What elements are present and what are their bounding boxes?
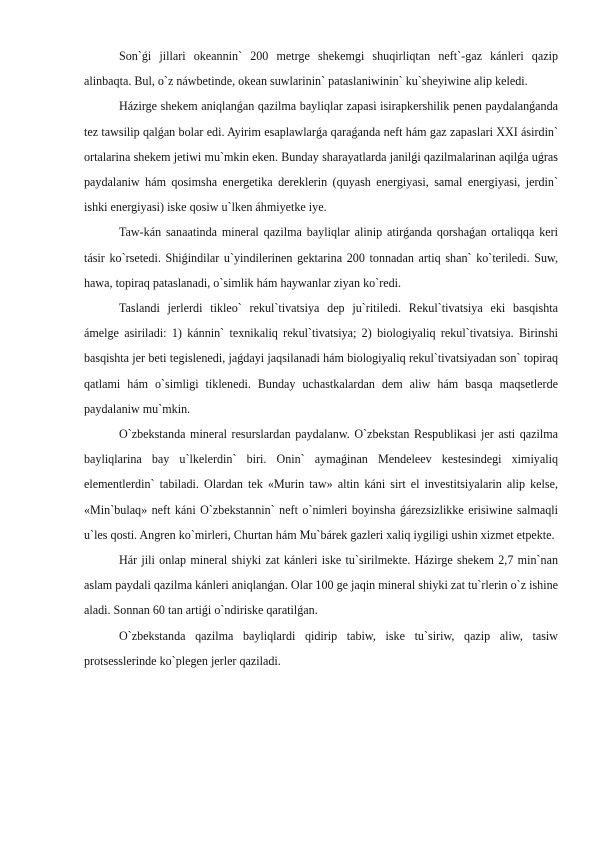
paragraph-mining-impact: Taw-kán sanaatinda mineral qazilma bayliqlar alinip atirǵanda qorshaǵan ortaliqqa keri tásir ko`rsetedi. Shiǵindilar u`yindilerinen gektarina 200 tonnadan artiq shan` ko`teriledi. Suw, hawa, topiraq pataslanadi, o`simlik hám haywanlar ziyan ko`redi. [84, 225, 558, 290]
paragraph-uzbekistan-resources: O`zbekstanda mineral resurslardan paydalanw. O`zbekstan Respublikasi jer asti qazilma bayliqlarina bay u`lkelerdin` biri. Onin` aymaǵinan Mendeleev kestesindegi ximiyaliq elementlerdin` tabiladi. Olardan tek «Murin taw» altin káni sirt el investitsiyalarin alip kelse, «Min`bulaq» neft káni O`zbekstannin` neft o`nimleri boyinsha ǵárezsizlikke erisiwine salmaqli u`les qosti. Angren ko`mirleri, Churtan hám Mu`bárek gazleri xaliq iygiligi ushin xizmet etpekte. [84, 427, 558, 542]
paragraph-reserves-depletion: Házirge shekem aniqlanǵan qazilma bayliqlar zapasi isirapkershilik penen paydalanǵanda tez tawsilip qalǵan bolar edi. Ayirim esaplawlarǵa qaraǵanda neft hám gaz zapaslari XXI ásirdin` ortalarina shekem jetiwi mu`mkin eken. Bunday sharayatlarda janilǵi qazilmalarinan aqilǵa uǵras paydalaniw hám qosimsha energetika dereklerin (quyash energiyasi, samal energiyasi, jerdin` ishki energiyasi) iske qosiw u`lken áhmiyetke iye. [84, 99, 558, 215]
paragraph-recultivation: Taslandi jerlerdi tikleo` rekul`tivatsiya dep ju`ritiledi. Rekul`tivatsiya eki basqishta ámelge asiriladi: 1) kánnin` texnikaliq rekul`tivatsiya; 2) biologiyaliq rekul`tivatsiya. Birinshi basqishta jer beti tegislenedi, jaǵdayi jaqsilanadi hám biologiyaliq rekul`tivatsiyadan son` topiraq qatlami hám o`simligi tiklenedi. Bunday uchastkalardan dem aliw hám basqa maqsetlerde paydalaniw mu`mkin. [84, 301, 558, 416]
paragraph-deposits-count: Hár jili onlap mineral shiyki zat kánleri iske tu`sirilmekte. Házirge shekem 2,7 min`nan aslam paydali qazilma kánleri aniqlanǵan. Olar 100 ge jaqin mineral shiyki zat tu`rlerin o`z ishine aladi. Sonnan 60 tan artiǵi o`ndiriske qaratilǵan. [84, 553, 558, 618]
paragraph-deep-sea-extraction: Son`ǵi jillari okeannin` 200 metrge shekemgi shuqirliqtan neft`-gaz kánleri qazip alinbaqta. Bul, o`z náwbetinde, okean suwlarinin` pataslaniwinin` ku`sheyiwine alip keledi. [84, 49, 558, 89]
paragraph-excavation: O`zbekstanda qazilma bayliqlardi qidirip tabiw, iske tu`siriw, qazip aliw, tasiw protsesslerinde ko`plegen jerler qaziladi. [84, 628, 558, 668]
document-body [84, 44, 558, 674]
